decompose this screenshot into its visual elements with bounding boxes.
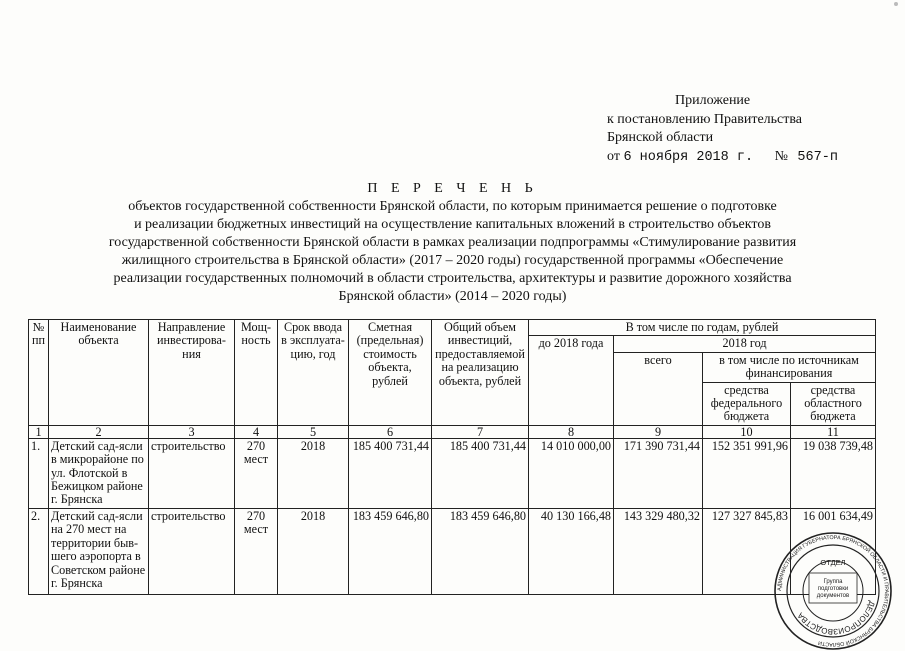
row-estimated: 183 459 646,80 [349, 508, 432, 594]
row-name: Детский сад-ясли на 270 мест на территории быв-шего аэропорта в Советском районе г. Брянска [49, 508, 149, 594]
appendix-number: 567-п [797, 149, 838, 165]
header-direction: Направление инвестирова-ния [149, 320, 235, 426]
header-regional: средства областного бюджета [791, 382, 876, 425]
column-index: 6 [349, 425, 432, 438]
appendix-date: 6 ноября 2018 г. [623, 149, 754, 165]
column-index: 1 [29, 425, 49, 438]
scan-speck [894, 2, 898, 6]
description-line: Брянской области» (2014 – 2020 годы) [338, 289, 567, 304]
column-index: 11 [791, 425, 876, 438]
appendix-region-line: Брянской области [607, 130, 714, 145]
appendix-from: от [607, 148, 620, 164]
header-name: Наименование объекта [49, 320, 149, 426]
header-no: № пп [29, 320, 49, 426]
header-federal: средства федерального бюджета [703, 382, 791, 425]
row-before-2018: 40 130 166,48 [529, 508, 614, 594]
header-all: всего [614, 352, 703, 425]
row-regional: 16 001 634,49 [791, 508, 876, 594]
row-direction: строительство [149, 438, 235, 508]
appendix-number-sign: № [774, 148, 788, 164]
row-all-2018: 171 390 731,44 [614, 438, 703, 508]
seal-dept-text: ОТДЕЛ [820, 558, 846, 567]
header-total: Общий объем инвестиций, предоставляемой на реализацию объекта, рублей [432, 320, 529, 426]
header-row [29, 320, 876, 336]
header-by-years: В том числе по годам, рублей [529, 320, 876, 336]
description-line: реализации государственных полномочий в области строительства, архитектуры и развитие дорожного хозяйства [113, 271, 792, 286]
row-capacity: 270 мест [235, 438, 278, 508]
description-line: жилищного строительства в Брянской области» (2017 – 2020 годы) государственной программы «Обеспечение [121, 253, 784, 268]
seal-group-line: Группа [823, 579, 843, 585]
document-heading: П Е Р Е Ч Е Н Ь [367, 181, 538, 196]
seal-group-line: документов [816, 593, 850, 599]
row-estimated: 185 400 731,44 [349, 438, 432, 508]
objects-table [28, 319, 876, 595]
column-index: 5 [278, 425, 349, 438]
table-row [29, 508, 876, 594]
appendix-block [607, 92, 897, 167]
header-estimated: Сметная (предельная) стоимость объекта, рублей [349, 320, 432, 426]
row-name: Детский сад-ясли в микрорайоне по ул. Флотской в Бежицком районе г. Брянска [49, 438, 149, 508]
row-no: 2. [29, 508, 49, 594]
column-index: 2 [49, 425, 149, 438]
column-index: 8 [529, 425, 614, 438]
row-total: 183 459 646,80 [432, 508, 529, 594]
document-description [60, 198, 845, 306]
header-term: Срок ввода в эксплуата-цию, год [278, 320, 349, 426]
header-year-2018: 2018 год [614, 336, 876, 352]
description-line: объектов государственной собственности Брянской области, по которым принимается решение о подготовке [128, 199, 777, 214]
appendix-title: Приложение [675, 93, 751, 108]
description-line: и реализации бюджетных инвестиций на осуществление капитальных вложений в строительство объектов [134, 217, 771, 232]
row-term: 2018 [278, 508, 349, 594]
row-federal: 152 351 991,96 [703, 438, 791, 508]
row-direction: строительство [149, 508, 235, 594]
column-index: 4 [235, 425, 278, 438]
row-total: 185 400 731,44 [432, 438, 529, 508]
row-before-2018: 14 010 000,00 [529, 438, 614, 508]
header-before-2018: до 2018 года [529, 336, 614, 425]
seal-outer-text: АДМИНИСТРАЦИЯ ГУБЕРНАТОРА БРЯНСКОЙ ОБЛАСТИ И ПРАВИТЕЛЬСТВА БРЯНСКОЙ ОБЛАСТИ [776, 534, 890, 648]
column-index: 3 [149, 425, 235, 438]
row-regional: 19 038 739,48 [791, 438, 876, 508]
row-no: 1. [29, 438, 49, 508]
appendix-decree-line: к постановлению Правительства [607, 111, 803, 127]
column-index: 7 [432, 425, 529, 438]
row-capacity: 270 мест [235, 508, 278, 594]
header-by-sources: в том числе по источникам финансирования [703, 352, 876, 382]
column-index-row [29, 425, 876, 438]
column-index: 10 [703, 425, 791, 438]
row-all-2018: 143 329 480,32 [614, 508, 703, 594]
office-seal [773, 531, 893, 651]
appendix-date-line [607, 148, 897, 168]
description-line: государственной собственности Брянской области в рамках реализации подпрограммы «Стимулирование развития [108, 235, 797, 250]
column-index: 9 [614, 425, 703, 438]
seal-group-line: подготовки [817, 586, 849, 592]
row-term: 2018 [278, 438, 349, 508]
seal-records-text: ДЕЛОПРОИЗВОДСТВА [795, 599, 877, 637]
row-federal: 127 327 845,83 [703, 508, 791, 594]
table-row [29, 438, 876, 508]
header-capacity: Мощ-ность [235, 320, 278, 426]
